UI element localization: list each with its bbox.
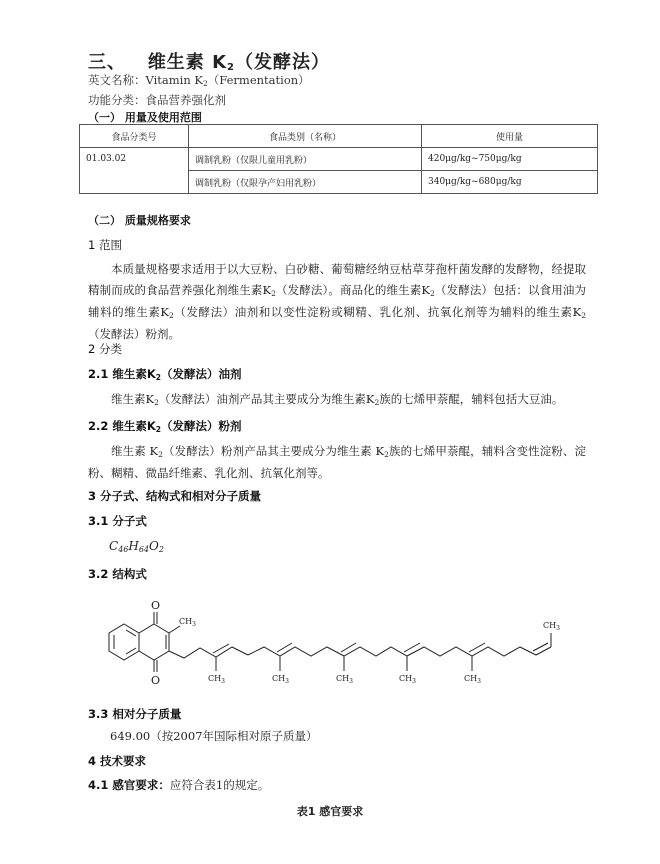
page-title bbox=[88, 48, 330, 74]
function-class-value: 食品营养强化剂 bbox=[145, 93, 226, 107]
food-code-cell: 01.03.02 bbox=[80, 148, 189, 194]
k-sub: 2 bbox=[155, 425, 162, 434]
header-category: 食品类别（名称） bbox=[189, 125, 422, 148]
function-class-label: 功能分类： bbox=[88, 93, 146, 107]
section1-heading: （一） 用量及使用范围 bbox=[88, 111, 202, 124]
title-name: 维生素 K bbox=[147, 52, 228, 73]
powder-text-3: 族的七烯甲萘醌，辅料含变性淀粉、淀粉、糊精、微晶纤维素、乳化剂、抗氧化剂等。 bbox=[88, 444, 587, 480]
oil-text-1: 维生素K bbox=[111, 392, 155, 406]
header-code: 食品分类号 bbox=[80, 125, 189, 148]
scope-text-3: （发酵法）包括：以食用油为辅料的维生素K bbox=[88, 283, 587, 319]
powder-heading-a: 2.2 维生素K bbox=[88, 419, 156, 433]
oxygen-top-label: O bbox=[151, 599, 161, 612]
english-name bbox=[88, 72, 310, 88]
k-sub: 2 bbox=[155, 373, 162, 382]
formula-h: H bbox=[128, 539, 139, 553]
english-name-suffix: （Fermentation） bbox=[207, 73, 310, 87]
classification-heading: 2 分类 bbox=[88, 342, 122, 356]
english-name-label: 英文名称： bbox=[88, 73, 146, 87]
formula-c-n: 46 bbox=[118, 545, 129, 554]
oil-heading-a: 2.1 维生素K bbox=[88, 367, 156, 381]
usage-table bbox=[79, 124, 598, 194]
usage-table-header bbox=[80, 125, 598, 148]
table-row bbox=[80, 148, 598, 171]
english-name-value: Vitamin K bbox=[145, 73, 203, 87]
scope-paragraph bbox=[88, 259, 586, 345]
oil-heading-b: （发酵法）油剂 bbox=[161, 367, 242, 381]
scope-text-1: 本质量规格要求适用于以大豆粉、白砂糖、葡萄糖经纳豆枯草芽孢杆菌发酵的发酵物，经提取精制而成的食品营养强化剂维生素K bbox=[88, 262, 586, 297]
english-name-sub: 2 bbox=[203, 79, 208, 88]
scope-heading: 1 范围 bbox=[88, 238, 122, 252]
methyl-label-ring: $CH_3$ bbox=[179, 617, 196, 628]
technical-requirements-heading: 4 技术要求 bbox=[88, 754, 147, 768]
methyl-label-1: $CH_3$ bbox=[208, 674, 225, 685]
amount-cell: 340μg/kg~680μg/kg bbox=[422, 171, 598, 194]
k-sub: 2 bbox=[581, 311, 587, 320]
k-sub: 2 bbox=[384, 450, 389, 459]
title-prefix: 三、 bbox=[88, 52, 126, 73]
methyl-label-3: $CH_3$ bbox=[336, 674, 353, 685]
formula-o: O bbox=[149, 539, 159, 553]
k-sub: 2 bbox=[158, 450, 163, 459]
k-sub: 2 bbox=[271, 289, 276, 298]
title-suffix: （发酵法） bbox=[235, 52, 330, 73]
methyl-label-4: $CH_3$ bbox=[399, 674, 416, 685]
formula-o-n: 2 bbox=[158, 545, 164, 554]
sensory-heading: 4.1 感官要求： bbox=[88, 778, 170, 792]
oil-heading bbox=[88, 366, 242, 382]
powder-text-1: 维生素 K bbox=[111, 444, 159, 458]
molecular-formula bbox=[109, 539, 164, 553]
formula-c: C bbox=[109, 539, 119, 553]
methyl-label-6: $CH_3$ bbox=[543, 621, 560, 632]
category-cell: 调制乳粉（仅限儿童用乳粉） bbox=[189, 148, 422, 171]
powder-heading-b: （发酵法）粉剂 bbox=[161, 419, 242, 433]
methyl-label-5: $CH_3$ bbox=[464, 674, 481, 685]
molecular-weight-value: 649.00（按2007年国际相对原子质量） bbox=[110, 729, 318, 743]
header-amount: 使用量 bbox=[422, 125, 598, 148]
k-sub: 2 bbox=[374, 398, 380, 407]
oil-text-2: （发酵法）油剂产品其主要成分为维生素K bbox=[158, 392, 375, 406]
table1-caption: 表1 感官要求 bbox=[296, 805, 364, 818]
k-sub: 2 bbox=[169, 311, 174, 320]
section2-heading: （二） 质量规格要求 bbox=[88, 214, 191, 227]
scope-text-4: （发酵法）油剂和以变性淀粉或糊精、乳化剂、抗氧化剂等为辅料的维生素K bbox=[173, 305, 582, 319]
scope-text-5: （发酵法）粉剂。 bbox=[88, 327, 180, 341]
methyl-label-2: $CH_3$ bbox=[272, 674, 289, 685]
powder-text-2: （发酵法）粉剂产品其主要成分为维生素 K bbox=[162, 444, 385, 458]
formula-section-heading: 3 分子式、结构式和相对分子质量 bbox=[88, 489, 262, 503]
formula-h-n: 64 bbox=[138, 545, 150, 554]
function-class bbox=[88, 92, 226, 108]
sensory-text: 应符合表1的规定。 bbox=[169, 778, 270, 792]
oil-text-3: 族的七烯甲萘醌，辅料包括大豆油。 bbox=[379, 392, 564, 406]
structure-heading: 3.2 结构式 bbox=[88, 567, 147, 581]
powder-paragraph bbox=[88, 441, 586, 484]
amount-cell: 420μg/kg~750μg/kg bbox=[422, 148, 598, 171]
powder-heading bbox=[88, 418, 242, 434]
oil-paragraph bbox=[88, 389, 586, 411]
molecular-formula-heading: 3.1 分子式 bbox=[88, 514, 147, 528]
structural-formula bbox=[100, 595, 570, 690]
sensory-requirements bbox=[88, 777, 269, 793]
k-sub: 2 bbox=[430, 289, 435, 298]
molecular-weight-heading: 3.3 相对分子质量 bbox=[88, 707, 182, 721]
oxygen-bottom-label: O bbox=[151, 674, 161, 687]
scope-text-2: （发酵法）。商品化的维生素K bbox=[275, 283, 431, 297]
k-sub: 2 bbox=[154, 398, 159, 407]
title-sub: 2 bbox=[227, 62, 235, 73]
category-cell: 调制乳粉（仅限孕产妇用乳粉） bbox=[189, 171, 422, 194]
